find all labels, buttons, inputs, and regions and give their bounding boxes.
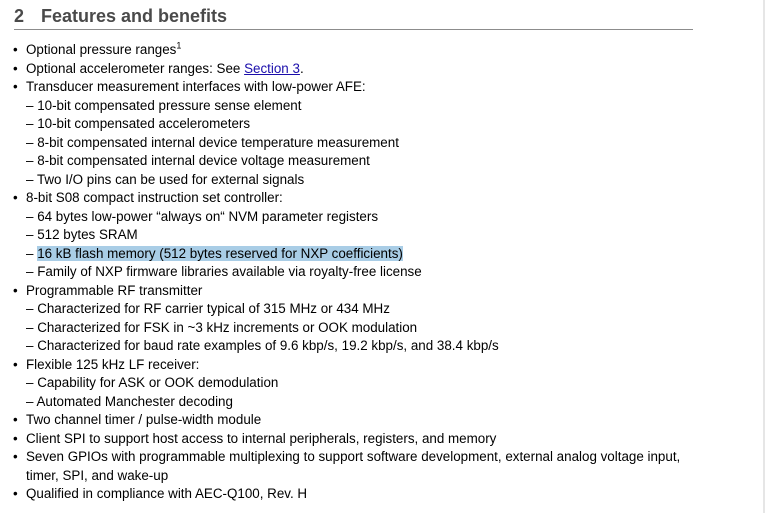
dash: –: [26, 208, 34, 224]
dash: –: [26, 301, 34, 316]
list-item: [13, 41, 693, 60]
list-item: [13, 430, 693, 449]
dash: –: [26, 153, 34, 168]
section-3-link[interactable]: Section 3: [244, 60, 300, 76]
sub-item: – 512 bytes SRAM: [26, 227, 138, 242]
list-item: [13, 78, 693, 97]
list-item: [13, 448, 693, 485]
list-item: [13, 60, 693, 79]
list-item: [13, 282, 693, 301]
dash: –: [26, 338, 34, 353]
list-item: [13, 189, 693, 208]
sub-item: – Characterized for RF carrier typical of 315 MHz or 434 MHz: [26, 301, 390, 316]
section-number: 2: [14, 6, 25, 26]
bullet: •: [13, 430, 18, 446]
bullet: •: [13, 412, 18, 427]
item-text: Transducer measurement interfaces with low-power AFE:: [26, 79, 366, 94]
sub-item-selected: [13, 245, 693, 264]
sub-item: – Two I/O pins can be used for external signals: [26, 171, 305, 187]
dash: –: [26, 227, 34, 242]
item-text: Optional pressure ranges: [26, 42, 177, 57]
sub-item: – Family of NXP firmware libraries available via royalty-free license: [26, 264, 422, 279]
item-text: Optional accelerometer ranges: See: [26, 60, 245, 76]
item-text: Qualified in compliance with AEC-Q100, Rev. H: [26, 486, 308, 501]
item-text: Client SPI to support host access to internal peripherals, registers, and memory: [26, 430, 497, 446]
bullet: •: [13, 190, 18, 205]
dash: –: [26, 375, 34, 390]
bullet: •: [13, 60, 18, 76]
item-text: Two channel timer / pulse-width module: [26, 412, 262, 427]
sub-item: – 64 bytes low-power “always on“ NVM parameter registers: [26, 208, 379, 224]
item-text: Programmable RF transmitter: [26, 282, 203, 298]
bullet: •: [13, 356, 18, 372]
bullet: •: [13, 449, 18, 464]
item-text: Flexible 125 kHz LF receiver:: [26, 356, 200, 372]
item-text-after: .: [299, 60, 304, 76]
sub-item: – Characterized for FSK in ~3 kHz increments or OOK modulation: [26, 319, 418, 335]
dash: –: [26, 393, 34, 409]
item-text: 8-bit S08 compact instruction set controller:: [26, 190, 283, 205]
sub-item: – 8-bit compensated internal device voltage measurement: [26, 153, 370, 168]
sub-item: – 10-bit compensated accelerometers: [26, 116, 251, 131]
bullet: •: [13, 42, 18, 57]
sub-item: – Characterized for baud rate examples of 9.6 kbp/s, 19.2 kbp/s, and 38.4 kbp/s: [26, 338, 499, 353]
list-item: [13, 485, 693, 504]
item-text: Seven GPIOs with programmable multiplexing to support software development, external analog voltage input, timer, SPI, and wake-up: [26, 449, 681, 483]
features-list: [13, 41, 693, 504]
dash: –: [26, 134, 34, 150]
footnote-marker[interactable]: 1: [176, 40, 182, 51]
sub-item: – Capability for ASK or OOK demodulation: [26, 375, 279, 390]
dash: –: [26, 319, 34, 335]
bullet: •: [13, 282, 18, 298]
sub-item: – 8-bit compensated internal device temperature measurement: [26, 134, 399, 150]
sub-item: – 10-bit compensated pressure sense element: [26, 97, 302, 113]
list-item: [13, 411, 693, 430]
section-title: Features and benefits: [41, 6, 228, 26]
dash: –: [26, 116, 34, 131]
section-heading: [14, 4, 693, 30]
dash: –: [26, 245, 34, 261]
dash: –: [26, 97, 34, 113]
dash: –: [26, 171, 34, 187]
list-item: [13, 356, 693, 375]
bullet: •: [13, 486, 18, 501]
bullet: •: [13, 79, 18, 94]
selected-text[interactable]: 16 kB flash memory (512 bytes reserved for NXP coefficients): [37, 245, 403, 261]
sub-item: – Automated Manchester decoding: [26, 393, 233, 409]
dash: –: [26, 264, 34, 279]
